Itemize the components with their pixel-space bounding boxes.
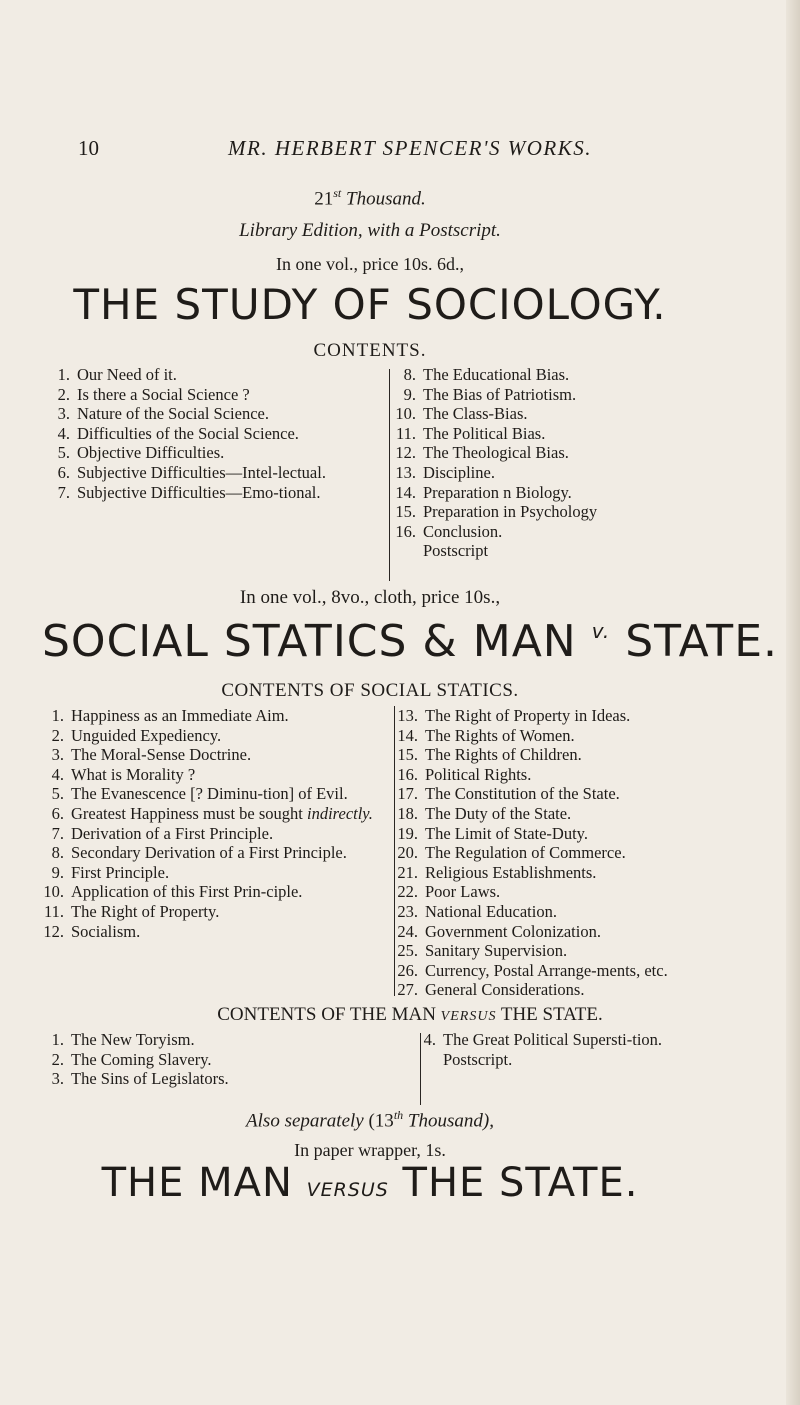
contents-item-title: Difficulties of the Social Science.	[77, 423, 299, 443]
contents-item-number: 15.	[397, 745, 418, 765]
contents-item	[394, 541, 724, 561]
mvs-contents-heading: CONTENTS OF THE MAN VERSUS THE STATE.	[217, 1004, 603, 1025]
contents-item-number: 14.	[397, 725, 418, 745]
contents-item-title: Preparation in Psychology	[423, 502, 598, 522]
contents-item	[42, 824, 392, 844]
contents-item	[48, 385, 388, 405]
page-edge	[786, 0, 800, 1405]
study-contents-heading: CONTENTS.	[313, 340, 427, 361]
running-title: MR. HERBERT SPENCER'S WORKS.	[228, 136, 592, 160]
contents-item-title: Currency, Postal Arrange-ments, etc.	[425, 960, 668, 980]
contents-item	[394, 365, 724, 385]
contents-item-number: 1.	[57, 365, 70, 384]
contents-item-number: 3.	[51, 1069, 64, 1089]
contents-item-number: 4.	[57, 423, 70, 443]
contents-item-number: 22.	[397, 882, 418, 902]
contents-item	[42, 843, 392, 863]
contents-item	[396, 922, 756, 942]
contents-item-number: 6.	[51, 803, 64, 823]
contents-item-number: 2.	[51, 725, 64, 745]
contents-item-number: 9.	[51, 862, 64, 882]
contents-item-title: Nature of the Social Science.	[77, 404, 269, 424]
contents-item-title: The Coming Slavery.	[71, 1049, 212, 1069]
contents-item-title: The Right of Property in Ideas.	[425, 706, 631, 725]
contents-item-title: The Evanescence [? Diminu-tion] of Evil.	[71, 784, 348, 804]
column-divider	[389, 369, 390, 581]
mvs-wrapper-price: In paper wrapper, 1s.	[294, 1140, 446, 1160]
contents-item-number: 5.	[51, 784, 64, 804]
contents-item-title: The Political Bias.	[423, 423, 546, 443]
contents-item-number: 21.	[397, 862, 418, 882]
contents-item	[48, 483, 388, 503]
contents-item-number	[414, 1050, 443, 1070]
contents-item	[42, 863, 392, 883]
contents-item	[48, 424, 388, 444]
contents-item-title: Conclusion.	[423, 521, 503, 541]
contents-item	[42, 922, 392, 942]
contents-item-title: Discipline.	[423, 462, 495, 482]
contents-item	[42, 804, 392, 824]
statics-title: SOCIAL STATICS & MAN $^{v.}$ STATE.	[42, 616, 778, 667]
contents-item-number: 24.	[397, 921, 418, 941]
contents-item-title: The Regulation of Commerce.	[425, 843, 626, 863]
contents-item-title: The Bias of Patriotism.	[423, 384, 577, 404]
contents-item-number: 18.	[397, 803, 418, 823]
contents-item-number: 1.	[51, 706, 64, 725]
contents-item-number: 16.	[397, 764, 418, 784]
contents-item-title: Derivation of a First Principle.	[71, 823, 274, 843]
contents-item-title: The Right of Property.	[71, 901, 220, 921]
contents-item-number: 8.	[51, 843, 64, 863]
contents-item-title: Is there a Social Science ?	[77, 384, 250, 404]
statics-contents-left	[42, 706, 392, 941]
contents-item	[396, 765, 756, 785]
contents-item-number: 9.	[403, 384, 416, 404]
contents-item-number: 13.	[397, 706, 418, 725]
contents-item	[42, 1069, 402, 1089]
contents-item-title: Unguided Expediency.	[71, 725, 222, 745]
contents-item-title: The Sins of Legislators.	[71, 1069, 229, 1089]
contents-item-number: 10.	[43, 882, 64, 902]
contents-item	[396, 706, 756, 726]
contents-item	[42, 902, 392, 922]
contents-item-number: 3.	[51, 745, 64, 765]
contents-item-number: 2.	[51, 1049, 64, 1069]
contents-item-title: Government Colonization.	[425, 921, 601, 941]
contents-item	[48, 443, 388, 463]
contents-item-title: Poor Laws.	[425, 882, 501, 902]
mvs-title: THE MAN VERSUS THE STATE.	[101, 1160, 639, 1206]
contents-item	[396, 804, 756, 824]
contents-item-title: The Theological Bias.	[423, 443, 569, 463]
contents-item-number: 12.	[395, 443, 416, 463]
statics-contents-heading: CONTENTS OF SOCIAL STATICS.	[221, 680, 519, 701]
contents-item-number: 12.	[43, 921, 64, 941]
contents-item-title: Subjective Difficulties—Intel-lectual.	[77, 462, 326, 482]
contents-item	[48, 365, 388, 385]
contents-item-number: 11.	[43, 901, 64, 921]
contents-item-number: 7.	[51, 823, 64, 843]
contents-item-number: 4.	[51, 764, 64, 784]
contents-item-number: 23.	[397, 901, 418, 921]
contents-item-title: Secondary Derivation of a First Principle.	[71, 843, 347, 863]
contents-item-title: First Principle.	[71, 862, 170, 882]
contents-item-number: 20.	[397, 843, 418, 863]
contents-item	[42, 726, 392, 746]
contents-item	[394, 404, 724, 424]
contents-item-number: 13.	[395, 462, 416, 482]
running-head	[78, 136, 638, 166]
contents-item-number: 6.	[57, 462, 70, 482]
study-title: THE STUDY OF SOCIOLOGY.	[73, 280, 667, 329]
contents-item-title: Greatest Happiness must be sought indirectly.	[71, 803, 373, 823]
contents-item	[394, 443, 724, 463]
study-thousand: 21st Thousand.	[314, 186, 426, 210]
contents-item	[396, 745, 756, 765]
contents-item-number: 15.	[395, 502, 416, 522]
contents-item-title: Subjective Difficulties—Emo-tional.	[77, 482, 321, 502]
contents-item-number: 19.	[397, 823, 418, 843]
contents-item-number: 16.	[395, 521, 416, 541]
contents-item-number: 2.	[57, 384, 70, 404]
contents-item	[414, 1050, 764, 1070]
contents-item	[48, 404, 388, 424]
contents-item	[394, 522, 724, 542]
contents-item	[394, 483, 724, 503]
contents-item-number: 25.	[397, 941, 418, 961]
contents-item-number: 17.	[397, 784, 418, 804]
study-edition: Library Edition, with a Postscript.	[239, 220, 501, 241]
contents-item	[394, 385, 724, 405]
page-number: 10	[78, 136, 99, 160]
contents-item	[48, 463, 388, 483]
contents-item-title: Socialism.	[71, 921, 141, 941]
contents-item	[396, 882, 756, 902]
contents-item-title: The Great Political Supersti-tion.	[443, 1030, 663, 1049]
contents-item-number: 26.	[397, 960, 418, 980]
study-contents-left	[48, 365, 388, 502]
contents-item	[394, 502, 724, 522]
contents-item	[396, 980, 756, 1000]
contents-item	[396, 961, 756, 981]
mvs-contents-right	[414, 1030, 764, 1069]
statics-price: In one vol., 8vo., cloth, price 10s.,	[239, 587, 501, 608]
contents-item	[414, 1030, 764, 1050]
contents-item-title: The Educational Bias.	[423, 365, 570, 384]
contents-item	[396, 784, 756, 804]
column-divider	[394, 706, 395, 996]
contents-item-number: 7.	[57, 482, 70, 502]
contents-item-title: The Limit of State-Duty.	[425, 823, 588, 843]
contents-item	[396, 824, 756, 844]
mvs-contents-left	[42, 1030, 402, 1089]
contents-item	[396, 726, 756, 746]
contents-item-number: 5.	[57, 443, 70, 463]
contents-item	[42, 706, 392, 726]
contents-item-title: Postscript	[423, 541, 489, 561]
contents-item-title: Religious Establishments.	[425, 862, 597, 882]
contents-item-title: The Rights of Women.	[425, 725, 575, 745]
contents-item-title: Sanitary Supervision.	[425, 941, 568, 961]
contents-item	[42, 882, 392, 902]
contents-item	[42, 765, 392, 785]
contents-item	[396, 863, 756, 883]
contents-item	[42, 1030, 402, 1050]
contents-item	[396, 941, 756, 961]
contents-item-title: Objective Difficulties.	[77, 443, 225, 463]
contents-item	[394, 424, 724, 444]
contents-item-title: National Education.	[425, 901, 557, 921]
contents-item-number: 8.	[403, 365, 416, 384]
contents-item-title: What is Morality ?	[71, 764, 196, 784]
study-contents-right	[394, 365, 724, 561]
contents-item-number: 11.	[395, 423, 416, 443]
contents-item	[42, 745, 392, 765]
contents-item-title: The Duty of the State.	[425, 803, 572, 823]
contents-item-number: 3.	[57, 404, 70, 424]
contents-item-title: General Considerations.	[425, 980, 585, 1000]
contents-item-title: The New Toryism.	[71, 1030, 195, 1049]
contents-item-number: 4.	[423, 1030, 436, 1049]
contents-item-title: The Moral-Sense Doctrine.	[71, 745, 252, 765]
contents-item	[394, 463, 724, 483]
contents-item	[42, 784, 392, 804]
contents-item-title: Political Rights.	[425, 764, 532, 784]
mvs-separately: Also separately (13th Thousand),	[246, 1108, 494, 1132]
contents-item	[396, 902, 756, 922]
contents-item-title: The Class-Bias.	[423, 404, 528, 424]
contents-item-title: Preparation n Biology.	[423, 482, 572, 502]
statics-contents-right	[396, 706, 756, 1000]
contents-item-title: The Constitution of the State.	[425, 784, 620, 804]
contents-item	[42, 1050, 402, 1070]
contents-item-number: 27.	[397, 980, 418, 1000]
contents-item-title: Our Need of it.	[77, 365, 177, 384]
contents-item-number: 14.	[395, 482, 416, 502]
contents-item-title: The Rights of Children.	[425, 745, 582, 765]
contents-item-number: 1.	[51, 1030, 64, 1049]
contents-item	[396, 843, 756, 863]
contents-item-number	[394, 541, 423, 561]
contents-item-title: Happiness as an Immediate Aim.	[71, 706, 289, 725]
contents-item-title: Postscript.	[443, 1049, 513, 1069]
contents-item-title: Application of this First Prin-ciple.	[71, 882, 303, 902]
contents-item-number: 10.	[395, 404, 416, 424]
study-price: In one vol., price 10s. 6d.,	[276, 254, 464, 274]
